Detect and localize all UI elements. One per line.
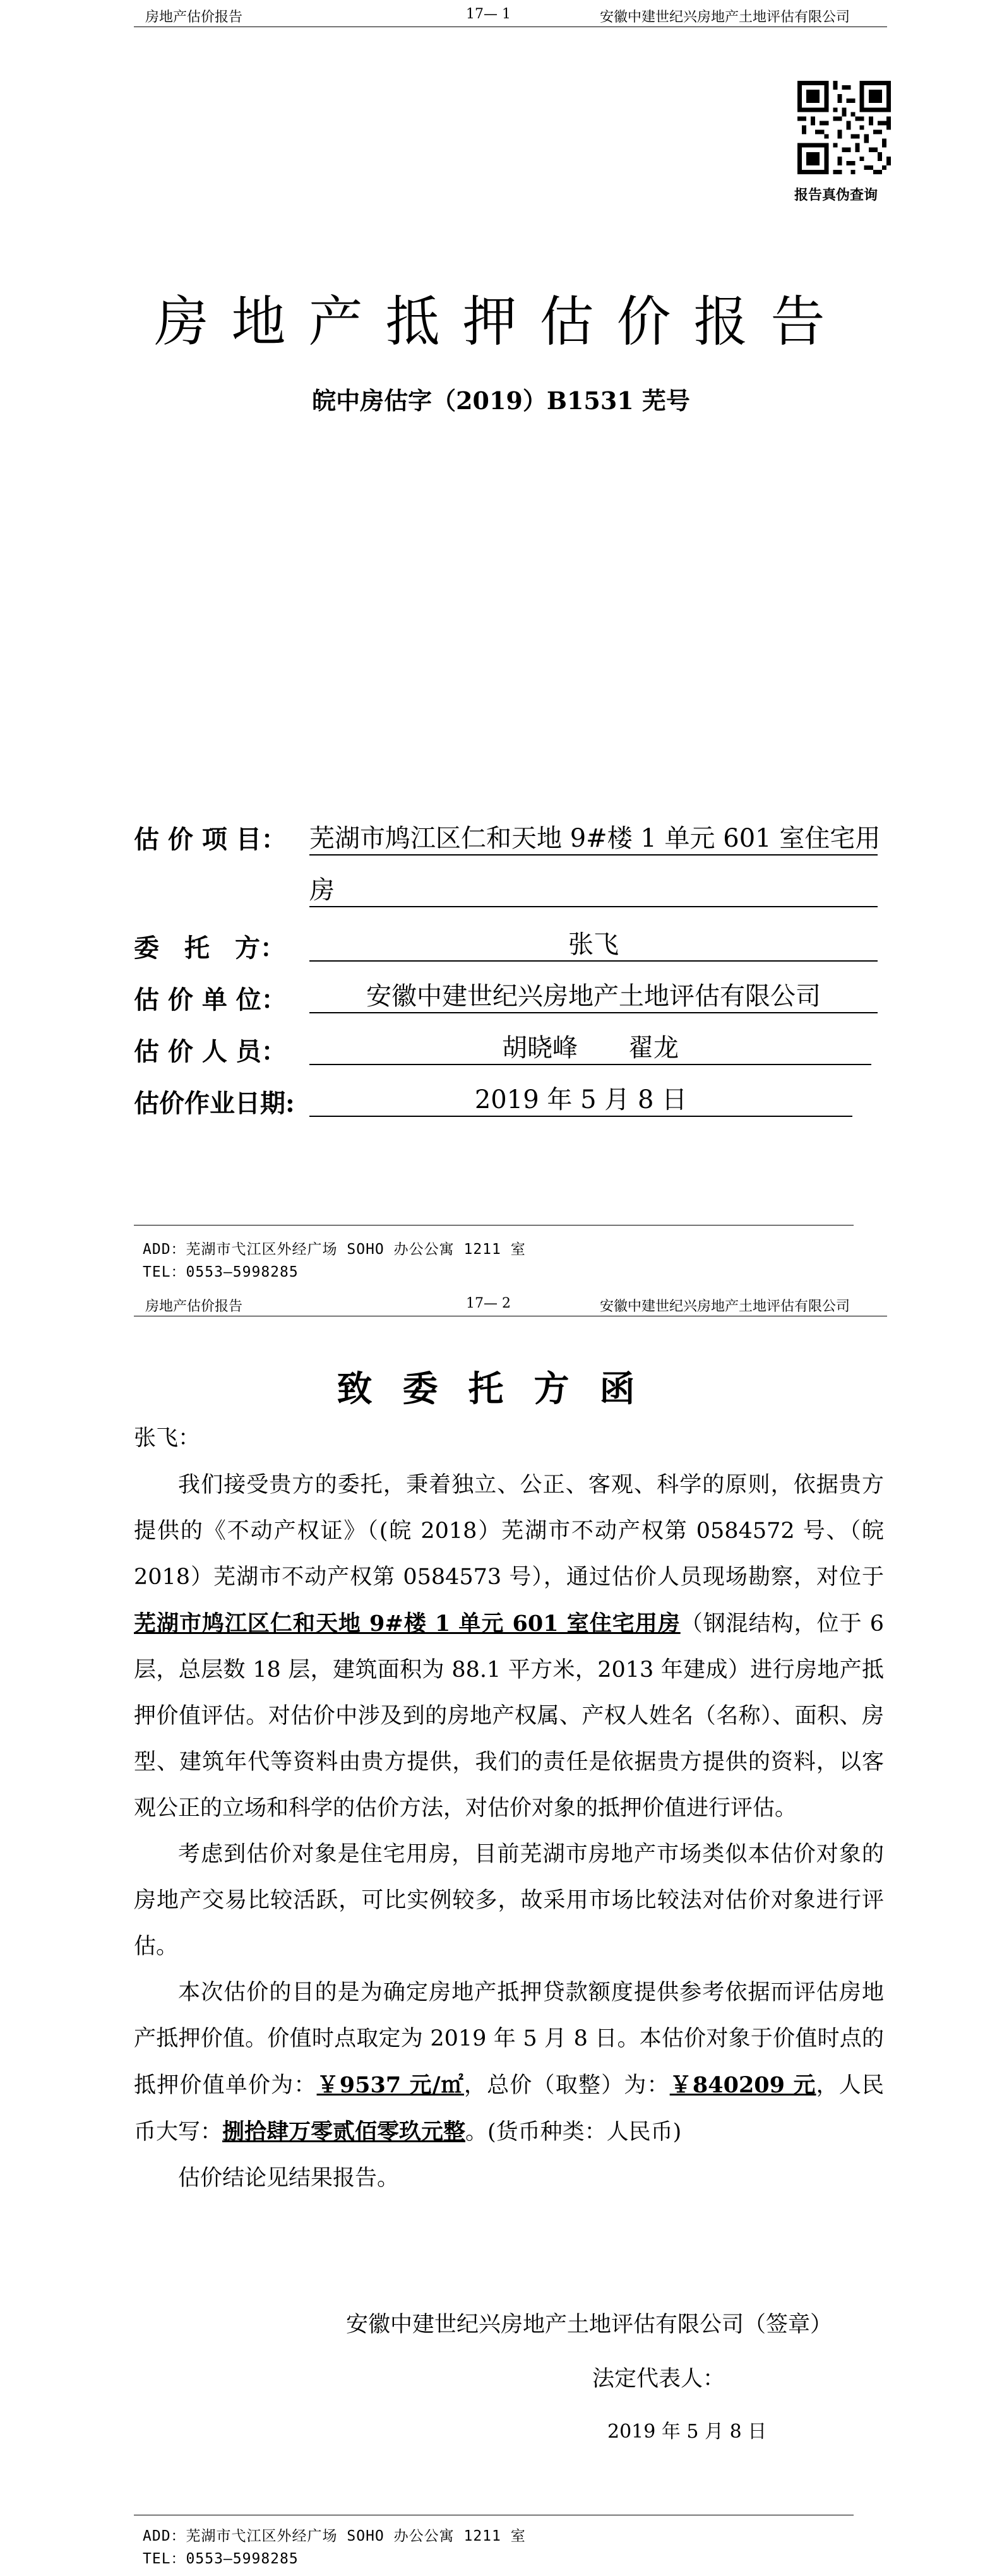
footer-address: ADD：芜湖市弋江区外经广场 SOHO 办公公寓 1211 室 bbox=[143, 2528, 526, 2544]
paragraph-2: 考虑到估价对象是住宅用房，目前芜湖市房地产市场类似本估价对象的房地产交易比较活跃，可比实例较多，故采用市场比较法对估价对象进行评估。 bbox=[134, 1842, 884, 1959]
field-value-work-date: 2019 年 5 月 8 日 bbox=[309, 1080, 852, 1117]
running-header-right: 安徽中建世纪兴房地产土地评估有限公司 bbox=[600, 1299, 850, 1315]
p3-text-b: ，总价（取整）为： bbox=[463, 2073, 670, 2098]
property-address: 芜湖市鸠江区仁和天地 9#楼 1 单元 601 室住宅用房 bbox=[134, 1611, 681, 1637]
report-number: 皖中房估字（2019）B1531 芜号 bbox=[312, 386, 690, 415]
field-value-client: 张飞 bbox=[309, 924, 878, 962]
qr-caption: 报告真伪查询 bbox=[794, 187, 878, 203]
p3-text: 本次估价的目的是为确定房地产抵押贷款额度提供参考依据而评估房地产抵押价值。价值时点取定为 2019 年 5 月 8 日。本估价对象于价值时点的抵押价值单价为： bbox=[134, 1980, 884, 2098]
p3-text-c: ，人民币大写： bbox=[134, 2073, 884, 2145]
signature-representative: 法定代表人： bbox=[592, 2366, 725, 2392]
field-label-project: 估 价 项 目： bbox=[134, 825, 287, 854]
running-header-left: 房地产估价报告 bbox=[145, 1299, 243, 1315]
field-value-appraisers: 胡晓峰 翟龙 bbox=[309, 1028, 871, 1065]
paragraph-4: 估价结论见结果报告。 bbox=[178, 2166, 400, 2191]
total-price: ￥840209 元 bbox=[669, 2072, 816, 2098]
paragraph-3 bbox=[134, 1970, 884, 2156]
page-number: 17— 2 bbox=[466, 1296, 511, 1311]
field-value-appraiser-firm: 安徽中建世纪兴房地产土地评估有限公司 bbox=[309, 976, 878, 1013]
signature-company: 安徽中建世纪兴房地产土地评估有限公司（签章） bbox=[346, 2312, 833, 2337]
field-label-client: 委 托 方： bbox=[134, 933, 285, 963]
p1-text: 我们接受贵方的委托，秉着独立、公正、客观、科学的原则，依据贵方提供的《不动产权证》（(皖 2018）芜湖市不动产权第 0584572 号、（皖 2018）芜湖市不动产权第 0584573 号），通过估价人员现场勘察，对位于 bbox=[134, 1472, 884, 1590]
field-value-project-line1: 芜湖市鸠江区仁和天地 9#楼 1 单元 601 室住宅用 bbox=[309, 818, 878, 856]
letter-title: 致委托方函 bbox=[337, 1368, 665, 1410]
qr-code-icon[interactable] bbox=[797, 81, 891, 174]
report-title: 房地产抵押估价报告 bbox=[154, 290, 848, 354]
field-label-appraiser-firm: 估 价 单 位： bbox=[134, 985, 287, 1015]
p1-text-cont: （钢混结构，位于 6 层，总层数 18 层，建筑面积为 88.1 平方米，2013 年建成）进行房地产抵押价值评估。对估价中涉及到的房地产权属、产权人姓名（名称）、面积、房型、建筑年代等资料由贵方提供，我们的责任是依据贵方提供的资料，以客观公正的立场和科学的估价方法，对估价对象的抵押价值进行评估。 bbox=[134, 1611, 884, 1821]
field-label-appraisers: 估 价 人 员： bbox=[134, 1037, 287, 1066]
running-header-left: 房地产估价报告 bbox=[145, 9, 243, 25]
field-value-project-line2: 房 bbox=[309, 870, 878, 907]
salutation: 张飞： bbox=[134, 1426, 201, 1451]
running-header-right: 安徽中建世纪兴房地产土地评估有限公司 bbox=[600, 9, 850, 25]
footer-tel: TEL：0553—5998285 bbox=[143, 2551, 299, 2567]
page-number: 17— 1 bbox=[466, 6, 511, 22]
signature-date: 2019 年 5 月 8 日 bbox=[607, 2421, 767, 2443]
letter-body bbox=[134, 1462, 884, 2202]
total-in-words: 捌拾肆万零贰佰零玖元整 bbox=[222, 2119, 466, 2145]
footer-tel: TEL：0553—5998285 bbox=[143, 1264, 299, 1280]
unit-price: ￥9537 元/㎡ bbox=[316, 2072, 464, 2098]
p3-text-d: 。(货币种类：人民币) bbox=[465, 2120, 682, 2145]
footer-address: ADD：芜湖市弋江区外经广场 SOHO 办公公寓 1211 室 bbox=[143, 1241, 526, 1258]
paragraph-1 bbox=[134, 1462, 884, 1832]
field-label-work-date: 估价作业日期: bbox=[134, 1088, 295, 1118]
